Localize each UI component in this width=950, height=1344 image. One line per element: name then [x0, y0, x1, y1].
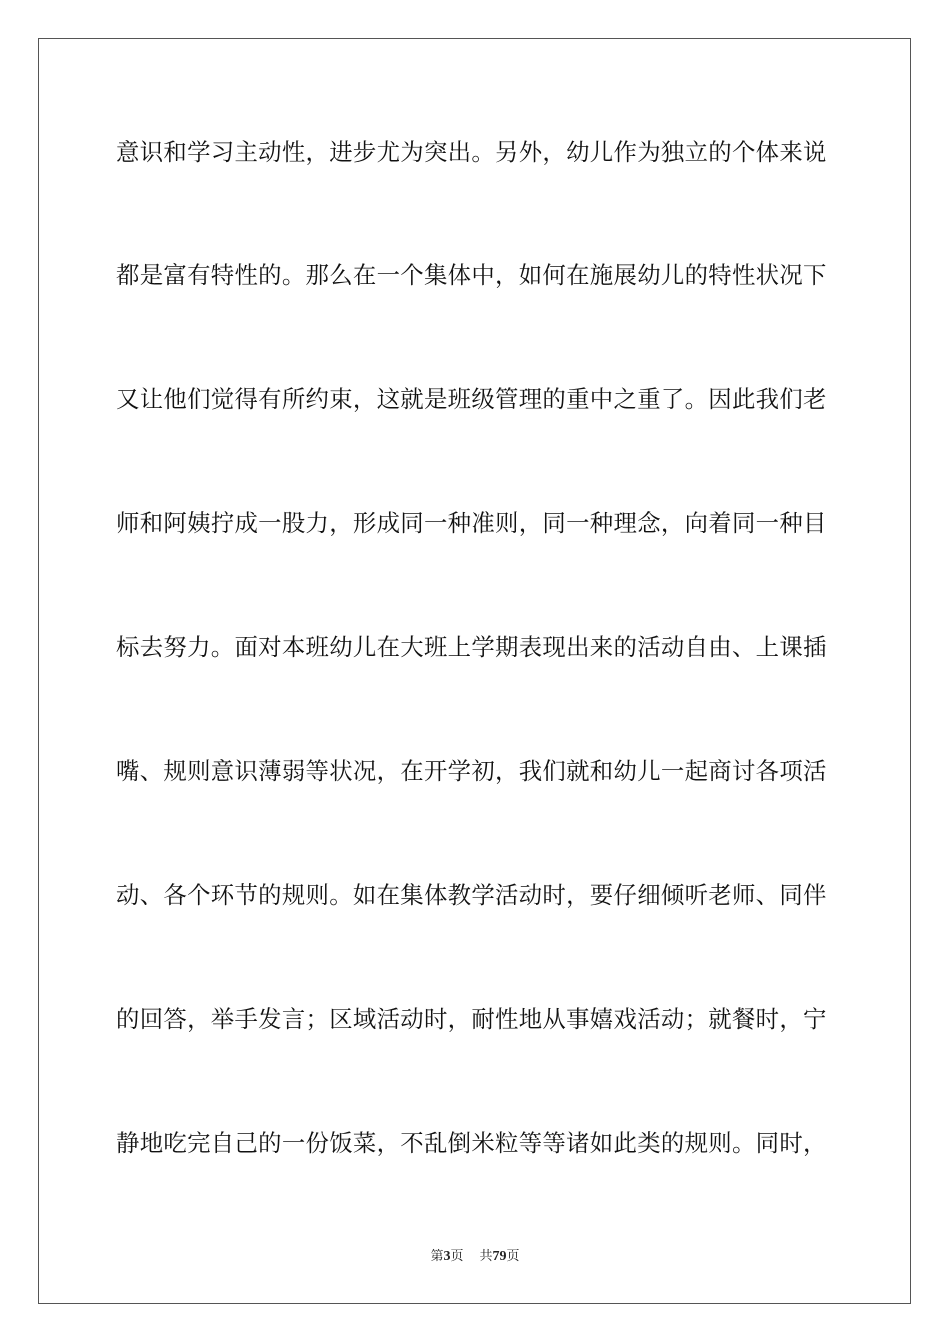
page-number: 3 — [443, 1249, 451, 1264]
body-text-line: 嘴、规则意识薄弱等状况，在开学初，我们就和幼儿一起商讨各项活 — [116, 757, 827, 785]
body-text-line: 静地吃完自己的一份饭菜，不乱倒米粒等等诸如此类的规则。同时， — [116, 1129, 827, 1157]
total-pages: 79 — [492, 1249, 507, 1264]
body-text-line: 标去努力。面对本班幼儿在大班上学期表现出来的活动自由、上课插 — [116, 633, 827, 661]
page-border — [38, 38, 911, 1304]
page-label-prefix: 第 — [430, 1249, 444, 1264]
body-text-line: 意识和学习主动性，进步尤为突出。另外，幼儿作为独立的个体来说 — [116, 138, 827, 166]
page-label-suffix: 页 — [450, 1249, 464, 1264]
body-text-line: 动、各个环节的规则。如在集体教学活动时，要仔细倾听老师、同伴 — [116, 881, 827, 909]
total-label-suffix: 页 — [506, 1249, 520, 1264]
body-text-line: 都是富有特性的。那么在一个集体中，如何在施展幼儿的特性状况下 — [116, 261, 827, 289]
body-text-line: 又让他们觉得有所约束，这就是班级管理的重中之重了。因此我们老 — [116, 385, 827, 413]
body-text-line: 的回答，举手发言；区域活动时，耐性地从事嬉戏活动；就餐时，宁 — [116, 1005, 827, 1033]
total-label-prefix: 共 — [479, 1249, 493, 1264]
page-footer — [0, 1248, 950, 1266]
body-text-line: 师和阿姨拧成一股力，形成同一种准则，同一种理念，向着同一种目 — [116, 509, 827, 537]
